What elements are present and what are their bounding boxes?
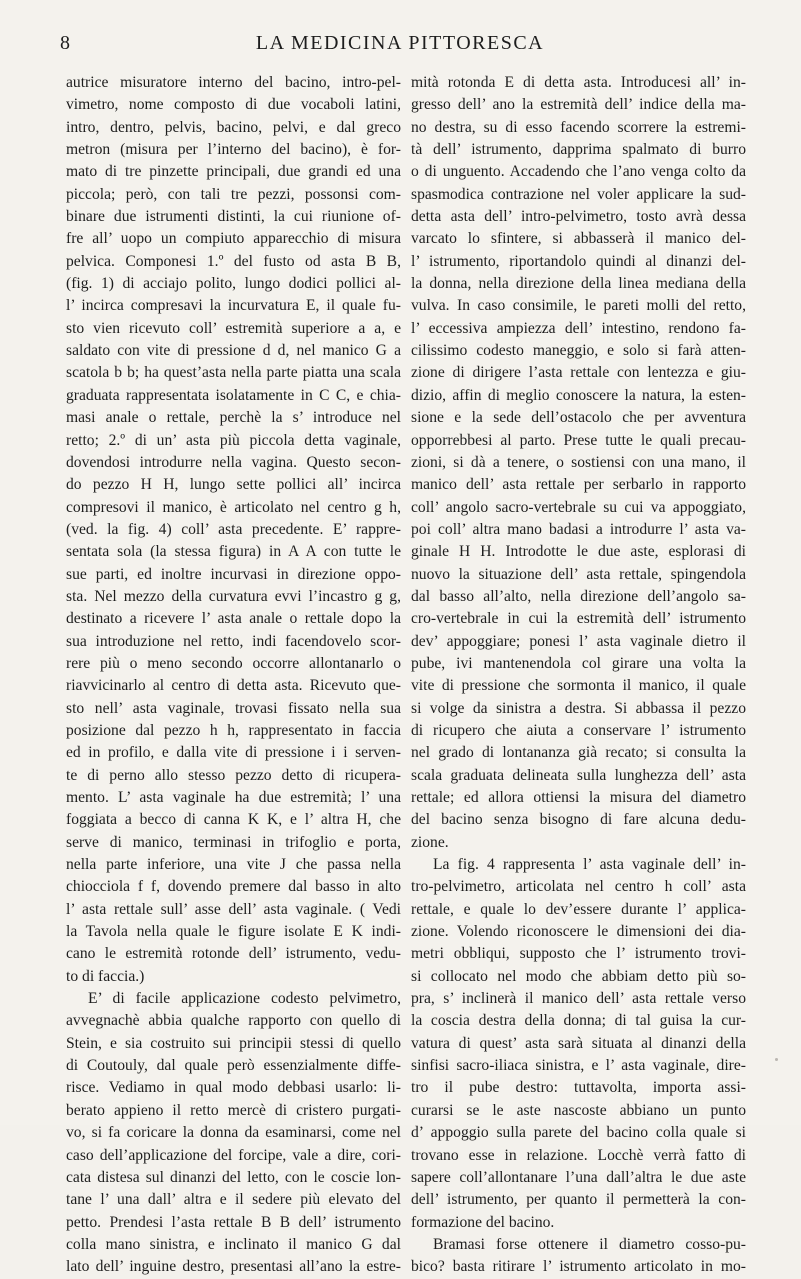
text-line: sto vien ricevuto coll’ estremità superiore a a, e	[66, 319, 401, 337]
text-line: (fig. 1) di acciajo polito, lungo dodici pollici al-	[66, 275, 401, 293]
text-line: sentata sola (la stessa figura) in A A con tutte le	[66, 543, 401, 561]
text-line: spasmodica contrazione nel voler applicare la sud-	[411, 185, 746, 203]
running-title: LA MEDICINA PITTORESCA	[255, 32, 545, 54]
text-line: Stein, e sia costruito sui principii stessi di quello	[66, 1034, 401, 1052]
text-line: si volge da sinistra a destra. Si abbassa il pezzo	[411, 699, 746, 717]
text-line: mità rotonda E di detta asta. Introducesi all’ in-	[411, 74, 746, 91]
text-line: cro-vertebrale in cui la estremità dell’ istrumento	[411, 610, 746, 628]
text-line: l’ eccessiva ampiezza dell’ intestino, rendono fa-	[411, 319, 746, 337]
text-line: petto. Prendesi l’asta rettale B B dell’ istrumento	[66, 1213, 401, 1231]
text-line: bico? basta ritirare l’ istrumento articolato in mo-	[411, 1258, 746, 1276]
text-line: posizione dal pezzo h h, rappresentato in faccia	[66, 721, 401, 739]
text-line: zioni, si dà a tenere, o sostiensi con una mano, il	[411, 453, 746, 471]
text-line: nella parte inferiore, una vite J che passa nella	[66, 856, 401, 874]
text-line: retto; 2.º di un’ asta più piccola detta vaginale,	[66, 431, 401, 449]
text-line: to di faccia.)	[66, 967, 145, 985]
text-line: sua introduzione nel retto, indi facendovelo scor-	[66, 632, 401, 650]
text-line: vo, si fa coricare la donna da esaminarsi, come nel	[66, 1124, 401, 1142]
text-line: vite di pressione che sormonta il manico, il quale	[411, 677, 746, 695]
text-line: del bacino senza bisogno di fare alcuna dedu-	[411, 811, 746, 829]
text-line: serve di manico, terminasi in trifoglio e porta,	[66, 833, 401, 851]
text-line: sinfisi sacro-iliaca sinistra, e l’ asta vaginale, dire-	[411, 1057, 746, 1075]
text-line: l’ incirca compresavi la incurvatura E, il quale fu-	[66, 297, 401, 315]
text-line: pelvica. Componesi 1.º del fusto od asta B B,	[66, 252, 401, 270]
text-line: sue parti, ed inoltre incurvasi in direzione oppo-	[66, 565, 401, 583]
text-line: dev’ appoggiare; ponesi l’ asta vaginale dietro il	[411, 632, 746, 650]
text-line: caso dell’applicazione del forcipe, vale a dire, cori-	[66, 1146, 401, 1164]
text-line: o di unguento. Accadendo che l’ano venga colto da	[411, 163, 746, 181]
text-line: avvegnachè abbia qualche rapporto con quello di	[66, 1012, 401, 1030]
text-line: cilissimo codesto maneggio, e solo si farà atten-	[411, 342, 746, 360]
text-line: dal basso all’alto, nella direzione dell’angolo sa-	[411, 587, 746, 605]
text-line: La fig. 4 rappresenta l’ asta vaginale dell’ in-	[433, 856, 746, 874]
text-line: sione e la sede dell’ostacolo che per avventura	[411, 409, 746, 427]
text-line: detta asta dell’ intro-pelvimetro, tosto avrà dessa	[411, 208, 746, 226]
text-line: coll’ angolo sacro-vertebrale su cui va appoggiato,	[411, 498, 746, 516]
text-line: risce. Vediamo in qual modo debbasi usarlo: li-	[66, 1079, 401, 1097]
text-line: destinato a ricevere l’ asta anale o rettale dopo la	[66, 610, 401, 628]
text-line: intro, dentro, pelvis, bacino, pelvi, e dal greco	[66, 118, 401, 136]
text-line: compresovi il manico, è articolato nel centro g h,	[66, 498, 401, 516]
text-line: do pezzo H H, lungo sette pollici all’ incirca	[66, 476, 401, 494]
text-line: tro il pube destro: tuttavolta, importa assi-	[411, 1079, 746, 1097]
text-line: dovendosi introdurre nella vagina. Questo secon-	[66, 453, 401, 471]
text-line: binare due istrumenti distinti, la cui riunione of-	[66, 208, 401, 226]
text-line: di Coutouly, dal quale però essenzialmente diffe-	[66, 1057, 401, 1075]
text-line: colla mano sinistra, e inclinato il manico G dal	[66, 1235, 401, 1253]
text-line: ginale H H. Introdotte le due aste, esplorasi di	[411, 543, 746, 561]
text-line: tà dell’ istrumento, dapprima spalmato di burro	[411, 141, 746, 159]
text-line: riavvicinarlo al centro di detta asta. Ricevuto que-	[66, 677, 401, 695]
text-line: formazione del bacino.	[411, 1213, 555, 1231]
text-line: graduata rappresentata isolatamente in C C, e chia-	[66, 386, 401, 404]
text-line: vimetro, nome composto di due vocaboli latini,	[66, 96, 401, 114]
text-line: te di perno allo stesso pezzo detto di ricupera-	[66, 766, 401, 784]
text-line: rettale; ed allora ottiensi la misura del diametro	[411, 789, 746, 806]
text-line: zione. Volendo riconoscere le dimensioni dei dia-	[411, 923, 746, 941]
text-line: l’ asta rettale sull’ asse dell’ asta vaginale. ( Vedi	[66, 900, 401, 918]
text-line: varcato lo sfintere, si abbasserà il manico del-	[411, 230, 746, 248]
text-line: pra, s’ inclinerà il manico dell’ asta rettale verso	[411, 990, 746, 1008]
text-line: pube, ivi mantenendola col girare una volta la	[411, 654, 746, 672]
left-column	[66, 72, 401, 1276]
text-line: ed in profilo, e dalla vite di pressione i i serven-	[66, 744, 401, 762]
text-line: piccola; però, con tali tre pezzi, possonsi com-	[66, 185, 401, 203]
text-line: autrice misuratore interno del bacino, intro-pel-	[66, 74, 401, 91]
text-line: trovano esse in relazione. Locchè verrà fatto di	[411, 1146, 746, 1164]
text-line: si collocato nel modo che abbiam detto più so-	[411, 967, 746, 985]
text-line: scatola b b; ha quest’asta nella parte piatta una scala	[66, 364, 401, 382]
text-line: nel grado di lontananza già recato; si consulta la	[411, 744, 746, 762]
text-line: poi coll’ altra mano badasi a introdurre l’ asta va-	[411, 520, 746, 538]
page-number: 8	[60, 32, 71, 54]
text-line: no destra, su di esso facendo scorrere la estremi-	[411, 118, 746, 136]
text-line: chiocciola f f, dovendo premere dal basso in alto	[66, 878, 401, 896]
text-line: sapere coll’allontanare l’una dall’altra le due aste	[411, 1168, 746, 1186]
text-line: (ved. la fig. 4) coll’ asta precedente. E’ rappre-	[66, 520, 401, 538]
text-line: l’ istrumento, riportandolo quindi al dinanzi del-	[411, 252, 746, 270]
text-line: zione di dirigere l’asta rettale con lentezza e giu-	[411, 364, 746, 382]
text-line: curarsi se le aste nascoste abbiano un punto	[411, 1101, 746, 1119]
text-line: saldato con vite di pressione d d, nel manico G a	[66, 342, 401, 360]
text-line: opporrebbesi al parto. Prese tutte le quali precau-	[411, 431, 746, 449]
text-line: d’ appoggio sulla parete del bacino colla quale si	[411, 1124, 746, 1142]
text-line: vatura di quest’ asta sarà situata al dinanzi della	[411, 1034, 746, 1052]
text-line: zione.	[411, 833, 449, 851]
text-line: foggiata a becco di canna K K, e l’ altra H, che	[66, 811, 401, 829]
text-line: la coscia destra della donna; di tal guisa la cur-	[411, 1012, 746, 1030]
text-line: tane l’ una dall’ altra e il sedere più elevato del	[66, 1191, 401, 1209]
text-line: berato appieno il retto mercè di cristero purgati-	[66, 1101, 401, 1119]
text-line: dell’ istrumento, per quanto il permetterà la con-	[411, 1191, 746, 1209]
page-header	[60, 26, 740, 56]
text-line: sto nell’ asta vaginale, trovasi fissato nella sua	[66, 699, 401, 717]
text-line: cata distesa sul dinanzi del letto, con le coscie lon-	[66, 1168, 401, 1186]
text-line: fre all’ uopo un compiuto apparecchio di misura	[66, 230, 401, 248]
text-line: manico dell’ asta rettale per serbarlo in rapporto	[411, 476, 746, 494]
text-line: gresso dell’ ano la estremità dell’ indice della ma-	[411, 96, 746, 114]
text-line: dizio, affin di meglio conoscere la natura, la esten-	[411, 386, 746, 404]
text-line: tro-pelvimetro, articolata nel centro h coll’ asta	[411, 878, 746, 896]
text-line: nuovo la situazione dell’ asta rettale, spingendola	[411, 565, 746, 583]
text-line: sta. Nel mezzo della curvatura evvi l’incastro g g,	[66, 587, 401, 605]
text-line: scala graduata delineata sulla lunghezza dell’ asta	[411, 766, 746, 784]
text-line: metron (misura per l’interno del bacino), è for-	[66, 141, 401, 159]
text-line: la Tavola nella quale le figure isolate E K indi-	[66, 923, 401, 941]
text-line: mato di tre pinzette principali, due grandi ed una	[66, 163, 401, 181]
text-line: masi anale o rettale, perchè la s’ introduce nel	[66, 409, 401, 427]
text-line: metri obbliqui, supposto che l’ istrumento trovi-	[411, 945, 746, 963]
text-line: rettale, e quale lo dev’essere durante l’ applica-	[411, 900, 746, 918]
text-columns	[66, 72, 746, 1276]
text-line: di ricupero che aiuta a conservare l’ istrumento	[411, 721, 746, 739]
text-line: cano le estremità rotonde dell’ istrumento, vedu-	[66, 945, 401, 963]
right-column	[411, 72, 746, 1276]
text-line: Bramasi forse ottenere il diametro cosso-pu-	[433, 1235, 746, 1253]
text-line: la donna, nella direzione della linea mediana della	[411, 275, 746, 293]
text-line: vulva. In caso consimile, le pareti molli del retto,	[411, 297, 746, 315]
text-line: rere più o meno secondo occorre allontanarlo o	[66, 654, 401, 672]
text-line: lato dell’ inguine destro, presentasi all’ano la estre-	[66, 1258, 401, 1276]
paper-speck	[775, 1058, 778, 1061]
text-line: E’ di facile applicazione codesto pelvimetro,	[88, 990, 401, 1008]
text-line: mento. L’ asta vaginale ha due estremità; l’ una	[66, 789, 401, 806]
